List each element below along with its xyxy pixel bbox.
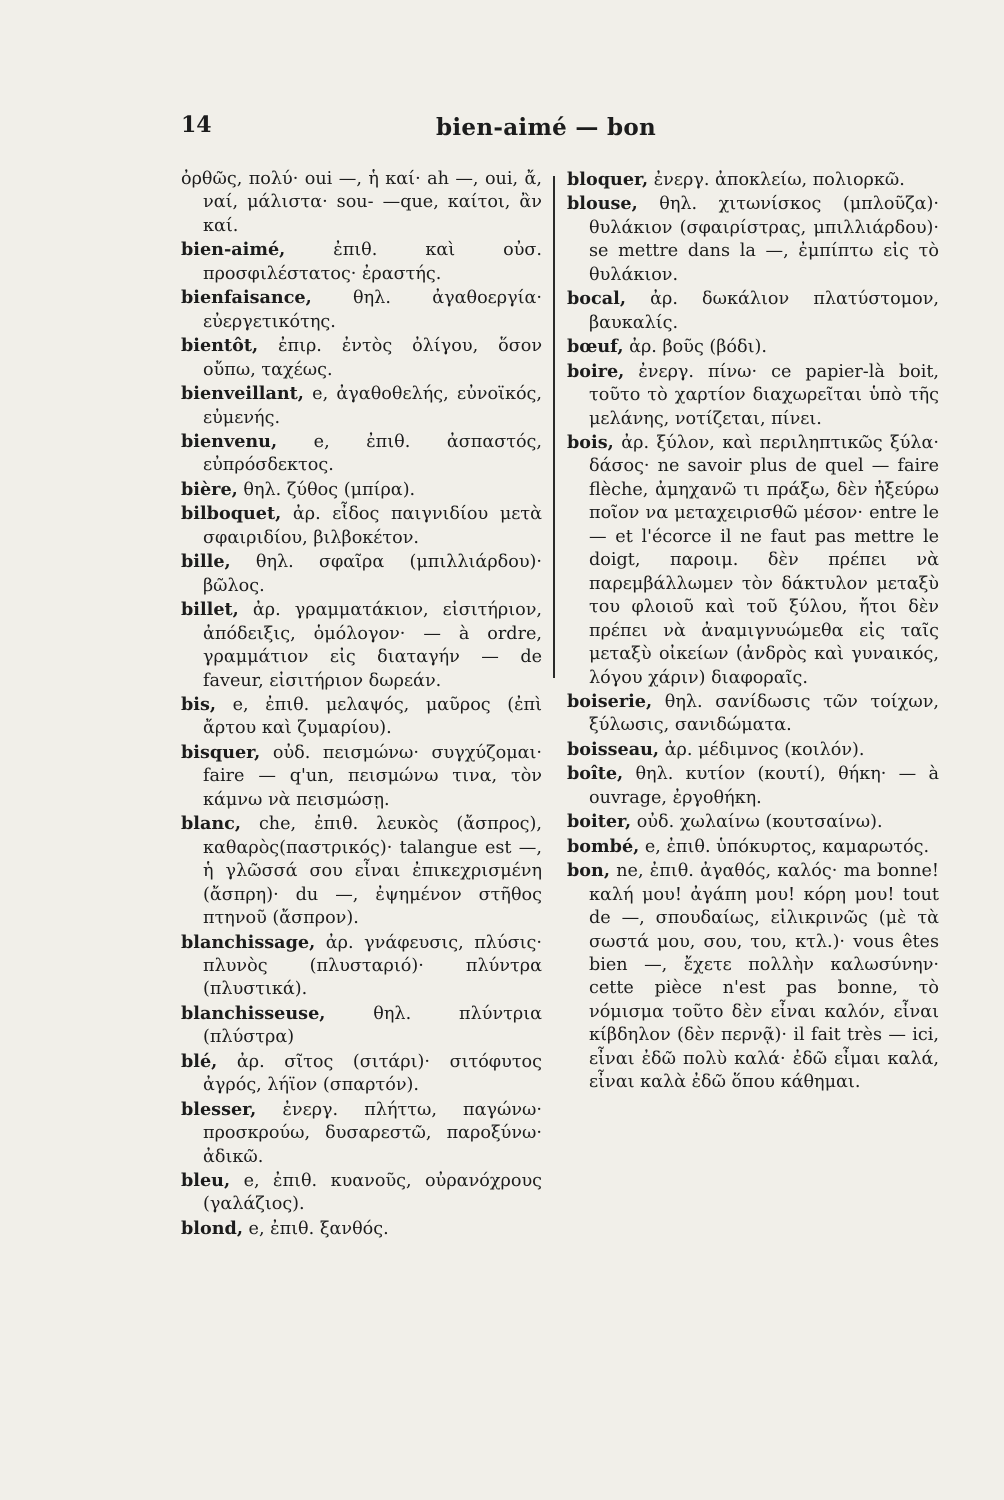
entry-headword: boiserie, <box>567 690 653 712</box>
entry-headword: boisseau, <box>567 738 660 760</box>
entry-definition: e, ἐπιθ. ξανθός. <box>248 1218 389 1239</box>
dictionary-entry <box>567 431 939 690</box>
entry-definition: ἀρ. δωκάλιον πλατύστομον, βαυκαλίς. <box>589 289 940 333</box>
dictionary-entry <box>567 335 939 359</box>
entry-headword: boîte, <box>567 763 624 785</box>
entry-headword: bilboquet, <box>181 503 282 525</box>
entry-definition: e, ἐπιθ. ὑπόκυρτος, καμαρωτός. <box>644 836 930 857</box>
entry-definition: θηλ. πλύντρια (πλύστρα) <box>203 1003 542 1048</box>
entry-definition: θηλ. σανίδωσις τῶν τοίχων, ξύλωσις, σανιδώματα. <box>589 691 939 736</box>
entry-headword: bien-aimé, <box>181 239 286 261</box>
entry-headword: bis, <box>181 693 217 715</box>
dictionary-entry <box>181 430 542 478</box>
entry-definition: ἀρ. μέδιμνος (κοιλόν). <box>664 739 865 760</box>
dictionary-entry <box>181 238 542 286</box>
dictionary-entry <box>181 598 542 693</box>
entry-headword: bienveillant, <box>181 383 304 405</box>
entry-headword: bœuf, <box>567 336 624 358</box>
dictionary-entry <box>181 334 542 382</box>
entry-headword: blouse, <box>567 193 638 215</box>
entry-definition: ἐπιθ. καὶ οὐσ. προσφιλέστατος· ἐραστής. <box>203 240 542 284</box>
dictionary-entry <box>181 812 542 930</box>
entry-headword: blanchissage, <box>181 931 316 953</box>
dictionary-entry <box>181 168 542 238</box>
dictionary-entry <box>181 1169 542 1217</box>
entry-definition: ἀρ. σῖτος (σιτάρι)· σιτόφυτος ἀγρός, λήϊον (σπαρτόν). <box>203 1051 543 1096</box>
dictionary-entry <box>181 1217 542 1241</box>
entry-headword: bille, <box>181 551 231 573</box>
column-divider <box>553 176 555 678</box>
entry-definition: ἐνεργ. πίνω· ce papier-là boit, τοῦτο τὸ χαρτίον διαχωρεῖται ὑπὸ τῆς μελάνης, νοτίζεται, πίνει. <box>589 361 940 429</box>
entry-headword: blanchisseuse, <box>181 1002 326 1024</box>
dictionary-entry <box>567 287 939 335</box>
entry-definition: e, ἐπιθ. ἀσπαστός, εὐπρόσδεκτος. <box>203 431 542 476</box>
entry-headword: bienvenu, <box>181 430 278 452</box>
dictionary-entry <box>567 810 939 834</box>
entry-headword: bon, <box>567 860 610 882</box>
entry-definition: che, ἐπιθ. λευκὸς (ἄσπρος), καθαρὸς(παστρικός)· talangue est —, ἡ γλῶσσά σου εἶναι ἐπικεχρισμένη (ἄσπρη)· du —, ἐψημένον στῆθος πτηνοῦ (ἄσπρον). <box>203 814 542 929</box>
entry-definition: ἀρ. γνάφευσις, πλύσις· πλυνὸς (πλυσταριό)· πλύντρα (πλυστικά). <box>203 932 542 1000</box>
entry-definition: ἀρ. βοῦς (βόδι). <box>629 337 767 358</box>
entry-headword: bombé, <box>567 835 640 857</box>
entry-headword: bois, <box>567 431 614 453</box>
dictionary-entry <box>567 168 939 192</box>
entry-headword: blé, <box>181 1050 218 1072</box>
dictionary-entry <box>181 286 542 334</box>
left-column <box>181 168 542 1241</box>
entry-definition: θηλ. ἀγαθοεργία· εὐεργετικότης. <box>203 288 543 332</box>
entry-definition: ἀρ. ξύλον, καὶ περιληπτικῶς ξύλα· δάσος· ne savoir plus de quel — faire flèche, ἀμηχανῶ τι πράξω, δὲν ἠξεύρω ποῖον να μεταχειρισθῶ μέσον· entre le — et l'écorce il ne faut pas mettre le doigt, παροιμ. δὲν πρέπει νὰ παρεμβάλλωμεν τὸν δάκτυλον μεταξὺ του φλοιοῦ καὶ τοῦ ξύλου, ἤτοι δὲν πρέπει νὰ ἀναμιγνυώμεθα εἰς ταῖς μεταξὺ οἰκείων (ἀνδρὸς καὶ γυναικός, λόγου χάριν) διαφοραῖς. <box>589 432 940 688</box>
entry-headword: bleu, <box>181 1170 231 1192</box>
entry-definition: ἐνεργ. ἀποκλείω, πολιορκῶ. <box>653 170 905 190</box>
dictionary-entry <box>567 835 939 859</box>
entry-definition: θηλ. σφαῖρα (μπιλλιάρδου)· βῶλος. <box>203 552 542 596</box>
entry-headword: bocal, <box>567 288 626 310</box>
entry-headword: boire, <box>567 360 625 382</box>
dictionary-entry <box>181 550 542 598</box>
dictionary-entry <box>181 741 542 812</box>
dictionary-entry <box>181 1098 542 1169</box>
entry-definition: e, ἀγαθοθελής, εὐνοϊκός, εὐμενής. <box>203 384 543 428</box>
dictionary-entry <box>181 502 542 550</box>
dictionary-entry <box>567 360 939 431</box>
entry-definition: e, ἐπιθ. μελαψός, μαῦρος (ἐπὶ ἄρτου καὶ ζυμαρίου). <box>203 694 542 739</box>
dictionary-entry <box>567 859 939 1095</box>
dictionary-entry <box>181 478 542 502</box>
entry-headword: bisquer, <box>181 741 261 763</box>
entry-headword: boiter, <box>567 811 632 833</box>
dictionary-entry <box>181 1050 542 1098</box>
dictionary-entry <box>567 762 939 810</box>
entry-definition: ὀρθῶς, πολύ· oui —, ἡ καί· ah —, oui, ἄ, ναί, μάλιστα· sou- —que, καίτοι, ἂν καί. <box>181 169 542 236</box>
dictionary-entry <box>181 382 542 430</box>
entry-headword: bientôt, <box>181 335 259 357</box>
right-column <box>567 168 939 1095</box>
entry-headword: bienfaisance, <box>181 287 312 309</box>
entry-headword: blond, <box>181 1217 243 1239</box>
entry-definition: ἀρ. εἶδος παιγνιδίου μετὰ σφαιριδίου, βιλβοκέτον. <box>203 504 542 548</box>
running-head: bien-aimé — bon <box>436 114 656 141</box>
entry-definition: οὐδ. χωλαίνω (κουτσαίνω). <box>636 812 883 833</box>
entry-headword: billet, <box>181 599 239 621</box>
entry-headword: blanc, <box>181 813 242 835</box>
entry-definition: ἀρ. γραμματάκιον, εἰσιτήριον, ἀπόδειξις, ὁμόλογον· — à ordre, γραμμάτιον εἰς διαταγήν — de faveur, εἰσιτήριον δωρεάν. <box>203 600 542 691</box>
entry-definition: θηλ. ζύθος (μπίρα). <box>243 479 416 500</box>
entry-headword: bloquer, <box>567 169 649 190</box>
entry-definition: ἐπιρ. ἐντὸς ὀλίγου, ὅσον οὔπω, ταχέως. <box>203 336 543 380</box>
dictionary-entry <box>181 931 542 1002</box>
dictionary-entry <box>181 1002 542 1050</box>
dictionary-entry <box>567 690 939 738</box>
entry-definition: ἐνεργ. πλήττω, παγώνω· προσκρούω, δυσαρεστῶ, παροξύνω· ἀδικῶ. <box>203 1099 542 1167</box>
page-number: 14 <box>181 112 212 138</box>
dictionary-entry <box>181 693 542 741</box>
entry-definition: e, ἐπιθ. κυανοῦς, οὐρανόχρους (γαλάζιος). <box>203 1171 542 1215</box>
entry-headword: blesser, <box>181 1098 257 1120</box>
entry-definition: θηλ. χιτωνίσκος (μπλοῦζα)· θυλάκιον (σφαιρίστρας, μπιλλιάρδου)· se mettre dans la —, ἐμπίπτω εἰς τὸ θυλάκιον. <box>589 194 940 285</box>
entry-definition: οὐδ. πεισμώνω· συγχύζομαι· faire — q'un, πεισμώνω τινα, τὸν κάμνω νὰ πεισμώσῃ. <box>203 742 543 810</box>
entry-definition: ne, ἐπιθ. ἀγαθός, καλός· ma bonne! καλή μου! ἀγάπη μου! κόρη μου! tout de —, σπουδαίως, εἰλικρινῶς (μὲ τὰ σωστά μου, σου, του, κτλ.)· vous êtes bien —, ἔχετε πολλὴν καλωσύνην· cette pièce n'est pas bonne, τὸ νόμισμα τοῦτο δὲν εἶναι καλόν, εἶναι κίβδηλον (δὲν περνᾷ)· il fait très — ici, εἶναι ἐδῶ πολὺ καλά· ἐδῶ εἶμαι καλά, εἶναι καλὰ ἐδῶ ὅπου κάθημαι. <box>589 861 940 1093</box>
entry-headword: bière, <box>181 478 238 500</box>
dictionary-entry <box>567 192 939 287</box>
dictionary-entry <box>567 738 939 762</box>
entry-definition: θηλ. κυτίον (κουτί), θήκη· — à ouvrage, ἐργοθήκη. <box>589 764 939 808</box>
